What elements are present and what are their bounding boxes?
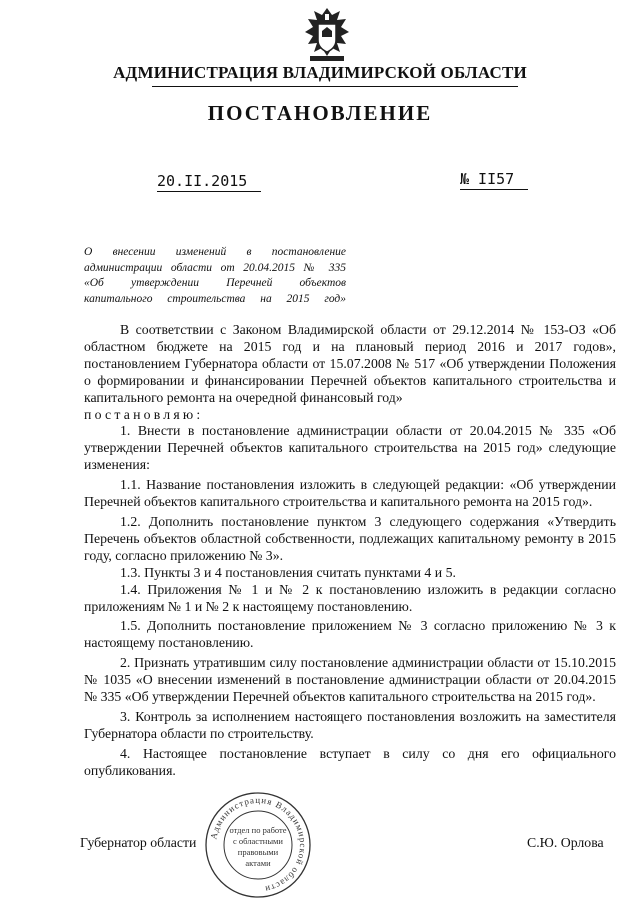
header-divider — [152, 86, 518, 87]
subject-line: О внесении изменений в постановление — [84, 246, 346, 258]
subject-line: «Об утверждении Перечней объектов — [84, 277, 346, 289]
official-stamp — [203, 790, 313, 900]
clause-1-3: 1.3. Пункты 3 и 4 постановления считать пунктами 4 и 5. — [120, 564, 456, 580]
clause-1-5: 1.5. Дополнить постановление приложением № 3 согласно приложению № 3 к настоящему постановлению. — [84, 618, 616, 651]
stamp-line: актами — [245, 858, 271, 868]
preamble: В соответствии с Законом Владимирской области от 29.12.2014 № 153-ОЗ «Об областном бюджете на 2015 год и на плановый период 2016 и 2017 годов», постановлением Губернатора области от 15.07.2008 № 517 «Об утверждении Положения о формировании и финансировании Перечней объектов капитального строительства и капитального ремонта на очередной финансовый год» — [84, 322, 616, 405]
coat-of-arms-icon — [296, 6, 358, 64]
clause-1-2: 1.2. Дополнить постановление пунктом 3 следующего содержания «Утвердить Перечень объектов областной собственности, подлежащих капитальному ремонту в 2015 году, согласно приложению № 3». — [84, 513, 616, 563]
clause-3: 3. Контроль за исполнением настоящего постановления возложить на заместителя Губернатора области по строительству. — [84, 708, 616, 741]
stamp-line: отдел по работе — [229, 825, 287, 835]
clause-1-1: 1.1. Название постановления изложить в следующей редакции: «Об утверждении Перечней объектов капитального строительства и капитального ремонта на 2015 год». — [84, 477, 616, 510]
stamp-line: с областными — [233, 836, 283, 846]
decree-word: постановляю: — [84, 406, 204, 422]
document-date: 20.II.2015 — [157, 172, 261, 192]
document-body — [84, 322, 616, 780]
clause-4: 4. Настоящее постановление вступает в силу со дня его официального опубликования. — [84, 745, 616, 778]
stamp-line: правовыми — [237, 847, 279, 857]
clause-2: 2. Признать утратившим силу постановление администрации области от 15.10.2015 № 1035 «О внесении изменений в постановление администрации области от 20.04.2015 № 335 «Об утверждении Перечней объектов капитального строительства на 2015 год». — [84, 655, 616, 705]
subject-line: администрации области от 20.04.2015 № 335 — [84, 261, 346, 274]
document-subject — [84, 245, 346, 307]
document-number: № II57 — [460, 170, 528, 190]
clause-1: 1. Внести в постановление администрации области от 20.04.2015 № 335 «Об утверждении Перечней объектов капитального строительства на 2015 год» следующие изменения: — [84, 423, 616, 473]
signatory-position: Губернатор области — [80, 835, 197, 850]
organization-title: АДМИНИСТРАЦИЯ ВЛАДИМИРСКОЙ ОБЛАСТИ — [113, 63, 527, 82]
clause-1-4: 1.4. Приложения № 1 и № 2 к постановлению изложить в редакции согласно приложениям № 1 и № 2 к настоящему постановлению. — [84, 581, 616, 614]
stamp-ring-text: Администрация Владимирской области — [208, 794, 309, 895]
signatory-name: С.Ю. Орлова — [527, 835, 604, 850]
document-type: ПОСТАНОВЛЕНИЕ — [207, 101, 433, 125]
subject-line: капитального строительства на 2015 год» — [84, 292, 346, 305]
